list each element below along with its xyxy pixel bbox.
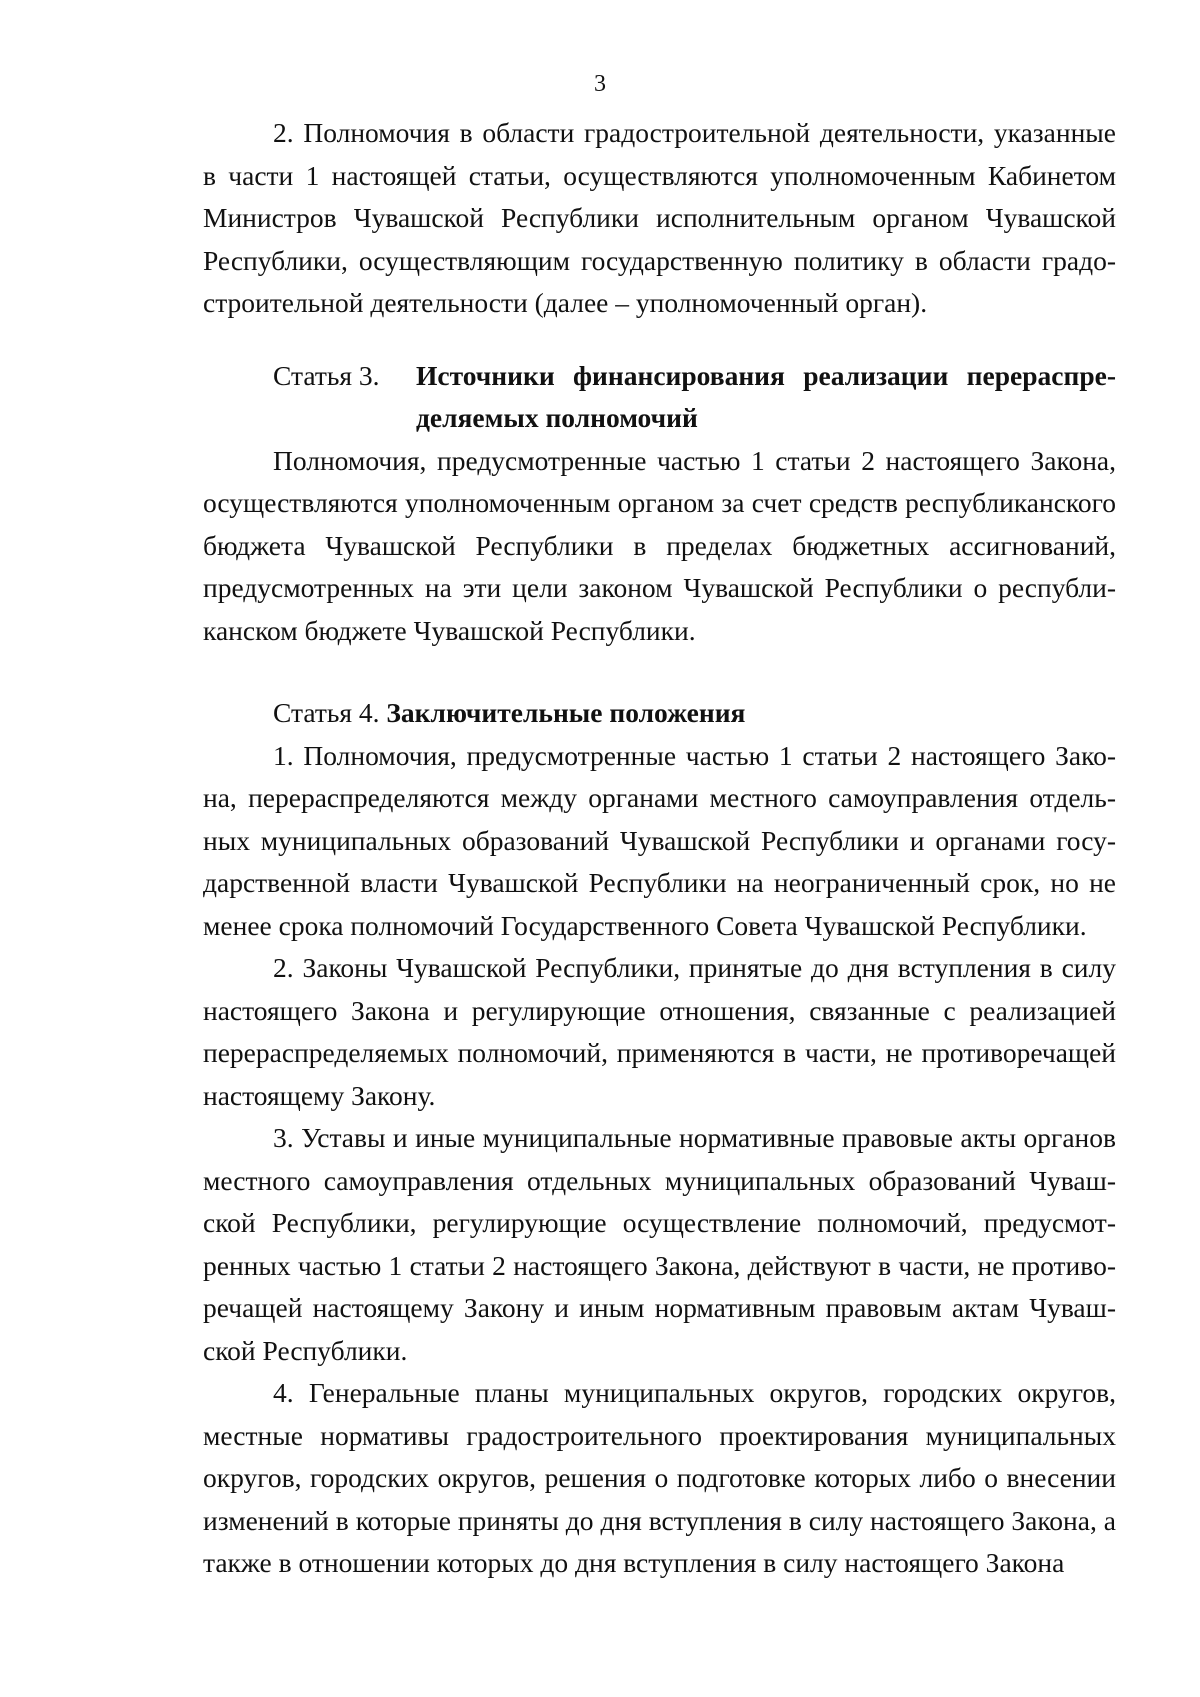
document-body xyxy=(203,112,1116,1585)
article-4-heading xyxy=(203,692,1116,735)
article-3-label: Статья 3. xyxy=(273,359,380,391)
article-3-paragraph: Полномочия, предусмотренные частью 1 статьи 2 настоящего Закона, осуществляются уполномоченным органом за счет средств республиканского бюджета Чувашской Республики в пределах бюджетных ассигнований, предусмотренных на эти цели законом Чувашской Республики о республиканском бюджете Чувашской Республики. xyxy=(203,444,1116,646)
article-4-paragraph-1: 1. Полномочия, предусмотренные частью 1 статьи 2 настоящего Закона, перераспределяются между органами местного самоуправления отдельных муниципальных образований Чувашской Республики и органами государственной власти Чувашской Республики на неограниченный срок, но не менее срока полномочий Государственного Совета Чувашской Республики. xyxy=(203,739,1116,941)
article-4 xyxy=(203,692,1116,1585)
article-4-paragraph-2: 2. Законы Чувашской Республики, принятые до дня вступления в силу настоящего Закона и регулирующие отношения, связанные с реализацией перераспределяемых полномочий, применяются в части, не противоречащей настоящему Закону. xyxy=(203,952,1116,1111)
article-3-heading xyxy=(203,355,1116,440)
article-4-label: Статья 4. xyxy=(273,697,387,728)
article-4-paragraph-4: 4. Генеральные планы муниципальных округов, городских округов, местные нормативы градостроительного проектирования муниципальных округов, городских округов, решения о подготовке которых либо о внесении изменений в которые приняты до дня вступления в силу настоящего Закона, а также в отношении которых до дня вступления в силу настоящего Закона xyxy=(203,1377,1116,1578)
section-2-paragraph: 2. Полномочия в области градостроительной деятельности, указанные в части 1 настоящей статьи, осуществляются уполномоченным Кабинетом Министров Чувашской Республики исполнительным органом Чувашской Республики, осуществляющим государственную политику в области градостроительной деятельности (далее – уполномоченный орган). xyxy=(203,117,1116,318)
article-3 xyxy=(203,355,1116,653)
article-3-title: Источники финансирования реализации перераспределяемых полномочий xyxy=(416,359,1116,433)
page-number: 3 xyxy=(594,71,606,97)
article-4-paragraph-3: 3. Уставы и иные муниципальные нормативные правовые акты органов местного самоуправления отдельных муниципальных образований Чувашской Республики, регулирующие осуществление полномочий, предусмотренных частью 1 статьи 2 настоящего Закона, действуют в части, не противоречащей настоящему Закону и иным нормативным правовым актам Чувашской Республики. xyxy=(203,1122,1116,1366)
article-4-title: Заключительные положения xyxy=(386,697,746,728)
